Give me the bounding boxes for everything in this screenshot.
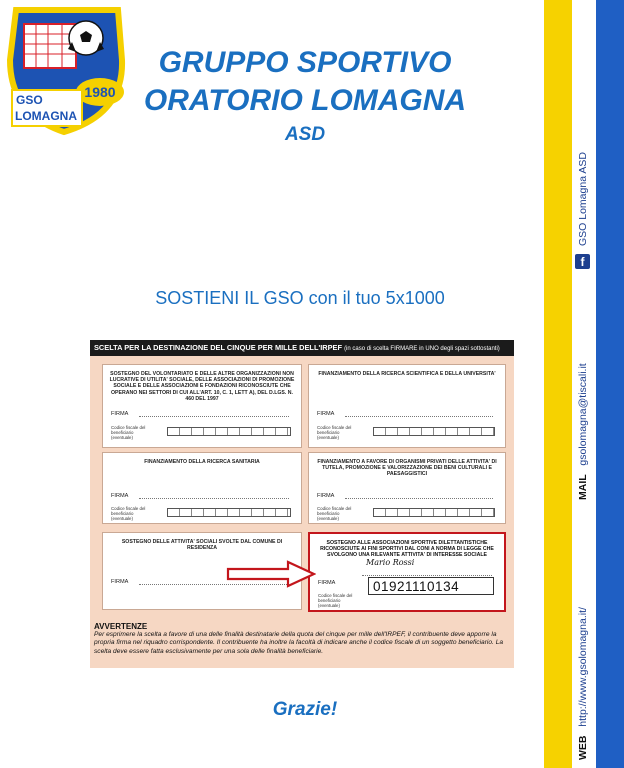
cf-label: Codice fiscale del beneficiario (eventuale) — [318, 593, 353, 608]
avvertenze-title: AVVERTENZE — [94, 622, 148, 631]
logo-gso: GSO — [16, 93, 43, 107]
firma-label: FIRMA — [111, 493, 129, 499]
firma-line — [139, 498, 289, 499]
logo-year: 1980 — [84, 84, 116, 100]
form-title-note: (in caso di scelta FIRMARE in UNO degli spazi sottostanti) — [344, 346, 500, 352]
web-text — [577, 607, 589, 760]
form-box-title: SOSTEGNO DELLE ATTIVITA' SOCIALI SVOLTE DAL COMUNE DI RESIDENZA — [121, 539, 283, 552]
form-box-title: FINANZIAMENTO DELLA RICERCA SANITARIA — [144, 459, 260, 465]
title-line3: ASD — [284, 124, 326, 145]
avvertenze-text: Per esprimere la scelta a favore di una delle finalità destinatarie della quota del cinque per mille dell'IRPEF, il contribuente deve apporre la propria firma nel riquadro corrispondente. Il contribuente ha inoltre la facoltà di indicare anche il codice fiscale di un soggetto beneficiario. La scelta deve essere fatta esclusivamente per una sola delle finalità beneficiarie. — [94, 631, 504, 655]
cf-cells — [167, 508, 291, 517]
firma-line — [345, 498, 493, 499]
mail-address[interactable]: gsolomagna@tiscali.it — [577, 363, 589, 466]
firma-label: FIRMA — [111, 411, 129, 417]
form-box-title: FINANZIAMENTO A FAVORE DI ORGANISMI PRIVATI DELLE ATTIVITA' DI TUTELA, PROMOZIONE E VALORIZZAZIONE DEI BENI CULTURALI E PAESAGGISTICI — [317, 459, 497, 478]
mail-text — [577, 363, 589, 500]
form-title: SCELTA PER LA DESTINAZIONE DEL CINQUE PER MILLE DELL'IRPEF — [94, 343, 342, 352]
firma-label: FIRMA — [318, 580, 336, 586]
title-line2: ORATORIO LOMAGNA — [143, 84, 467, 117]
sostieni-text: SOSTIENI IL GSO con il tuo 5x1000 — [155, 288, 445, 308]
form-box-title: SOSTEGNO ALLE ASSOCIAZIONI SPORTIVE DILETTANTISTICHE RICONOSCIUTE AI FINI SPORTIVI DAL CONI A NORMA DI LEGGE CHE SVOLGONO UNA RILEVANTE ATTIVITA' DI INTERESSE SOCIALE — [320, 540, 494, 559]
mail-label: MAIL — [577, 474, 589, 500]
firma-line — [362, 575, 492, 576]
form-box-beni-culturali — [308, 452, 506, 524]
firma-line — [345, 416, 493, 417]
cinque-per-mille-form — [90, 340, 514, 668]
form-box-title: SOSTEGNO DEL VOLONTARIATO E DELLE ALTRE ORGANIZZAZIONI NON LUCRATIVE DI UTILITA' SOCIALE, DELLE ASSOCIAZIONI DI PROMOZIONE SOCIALE E DELLE ASSOCIAZIONI E FONDAZIONI RICONOSCIUTE CHE OPERANO NEI SETTORI DI CUI ALL'ART. 10, C. 1, LETT A), DEL D.LGS. N. 460 DEL 1997 — [109, 371, 295, 402]
cf-cells — [373, 427, 495, 436]
firma-label: FIRMA — [111, 579, 129, 585]
facebook-icon[interactable]: f — [575, 254, 590, 269]
title-line1: GRUPPO SPORTIVO — [158, 46, 452, 79]
blue-stripe — [596, 0, 624, 768]
gso-logo — [6, 4, 130, 136]
web-url[interactable]: http://www.gsolomagna.it/ — [577, 607, 589, 727]
facebook-text — [577, 152, 589, 246]
firma-label: FIRMA — [317, 411, 335, 417]
cf-label: Codice fiscale del beneficiario (eventuale) — [317, 506, 352, 521]
logo-lomagna: LOMAGNA — [15, 109, 77, 123]
web-label: WEB — [577, 735, 589, 760]
signature: Mario Rossi — [366, 558, 415, 567]
form-box-associazioni-sportive — [308, 532, 506, 612]
cf-cells — [373, 508, 495, 517]
grazie-text: Grazie! — [272, 699, 338, 720]
form-box-volontariato — [102, 364, 302, 448]
cf-label: Codice fiscale del beneficiario (eventuale) — [111, 506, 146, 521]
form-header — [90, 340, 514, 356]
codice-fiscale-value: 01921110134 — [368, 577, 494, 595]
form-box-ricerca-sanitaria — [102, 452, 302, 524]
cf-cells — [167, 427, 291, 436]
firma-line — [139, 416, 289, 417]
yellow-stripe — [544, 0, 572, 768]
cf-label: Codice fiscale del beneficiario (eventuale) — [317, 425, 352, 440]
cf-label: Codice fiscale del beneficiario (eventuale) — [111, 425, 146, 440]
form-box-ricerca-scientifica — [308, 364, 506, 448]
form-box-title: FINANZIAMENTO DELLA RICERCA SCIENTIFICA E DELLA UNIVERSITA' — [318, 371, 496, 377]
arrow-right-icon — [226, 560, 316, 588]
facebook-name: GSO Lomagna ASD — [577, 152, 589, 246]
firma-label: FIRMA — [317, 493, 335, 499]
